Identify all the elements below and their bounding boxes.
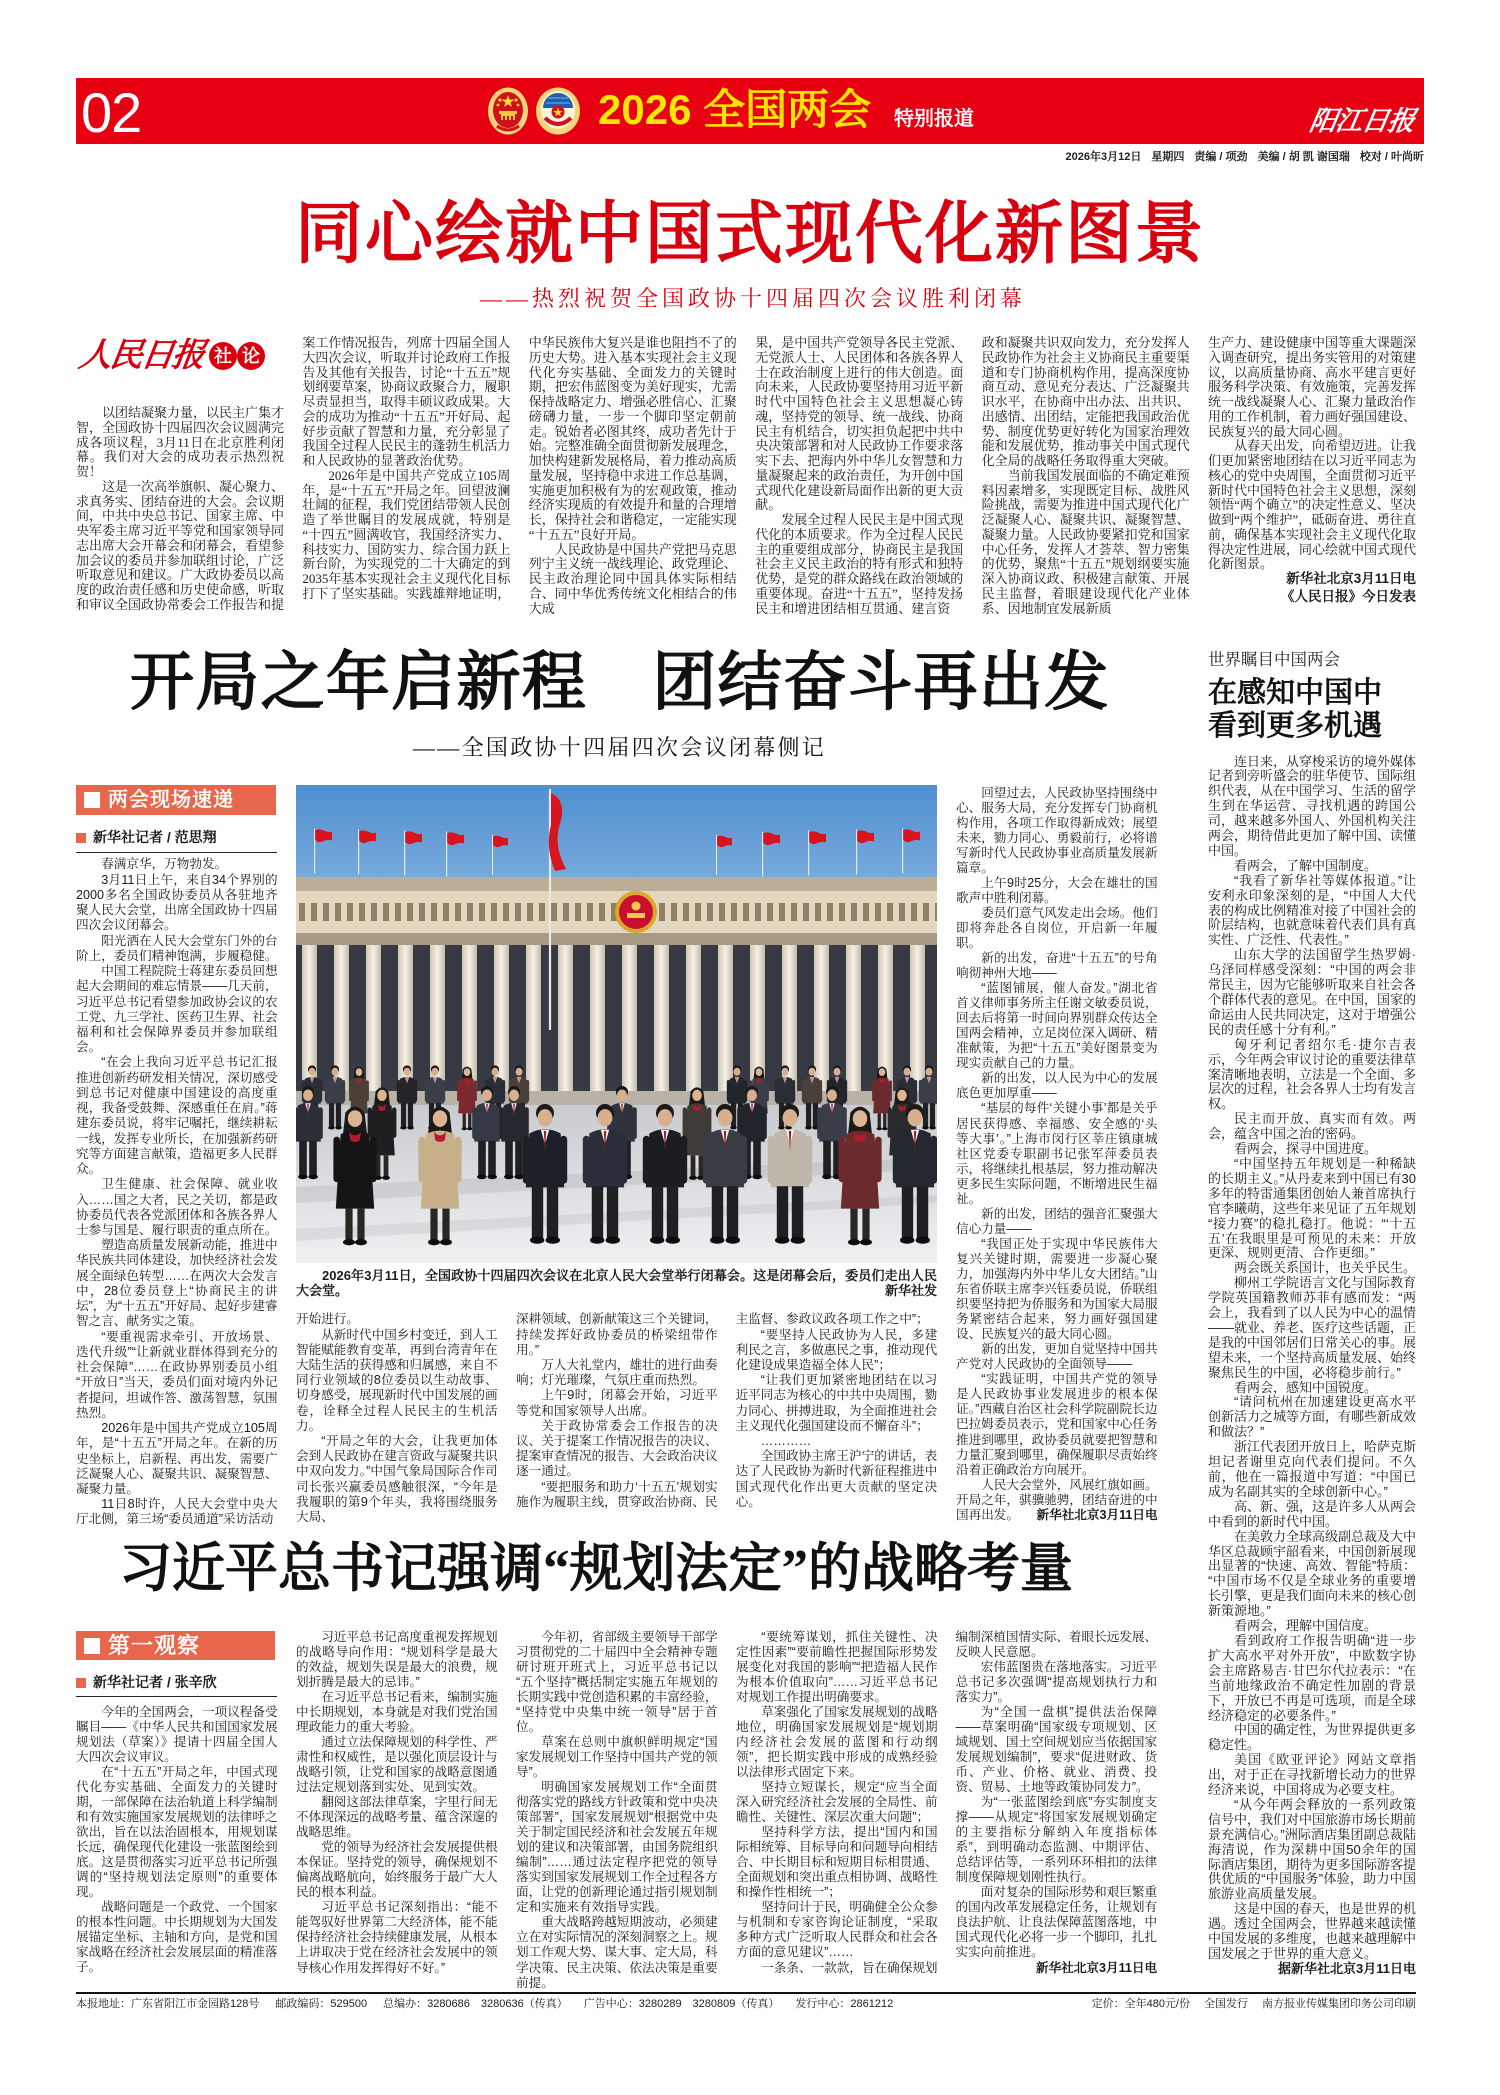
paragraph: “请问杭州在加速建设更高水平创新活力之城等方面，有哪些新成效和做法？” [1208,1394,1417,1440]
paragraph: 全国政协主席王沪宁的讲话，表达了人民政协为新时代新征程推进中国式现代化作出更大贡献的坚定决心。 [735,1449,938,1509]
paragraph: 在习近平总书记看来，编制实施中长期规划，本身就是对我们党治国理政能力的重大考验。 [296,1689,498,1734]
analysis-column-3 [516,1630,718,1991]
square-icon [84,1638,100,1654]
paragraph: 回望过去，人民政协坚持围绕中心、服务大局，充分发挥专门协商机构作用，各项工作取得新成效；展望未来，勠力同心、勇毅前行，必将谱写新时代人民政协事业高质量发展新篇章。 [956,785,1158,875]
paragraph: 2026年是中国共产党成立105周年，是“十五五”开局之年。在新的历史坐标上，启新程、再出发，需要广泛凝聚人心、凝聚共识、凝聚智慧、凝聚力量。 [76,1421,278,1496]
paragraph: 政和凝聚共识双向发力，充分发挥人民政协作为社会主义协商民主重要渠道和专门协商机构作用，提高深度协商互动、意见充分表达、广泛凝聚共识水平，在协商中出办法、出共识、出感情、出团结，定能把我国政治优势、制度优势更好转化为国家治理效能和发展优势，推动事关中国式现代化全局的战略任务取得重大突破。 [981,335,1190,468]
paragraph-list [516,1630,718,1991]
feature-column-2 [296,1312,498,1525]
closing-session-photo [296,785,937,1263]
footer-printer: 南方报业传媒集团印务公司印刷 [1262,1998,1416,2010]
paragraph: 这是一次高举旗帜、凝心聚力、求真务实、团结奋进的大会。会议期间，中共中央总书记、国家主席、中央军委主席习近平等党和国家领导同志出席大会开幕会和闭幕会，看望参加会议的委员并参加联组讨论，广泛听取意见和建议。广大政协委员以高度的政治责任感和历史使命感，听取和审议全国政协常委会工作报告和提 [76,478,285,612]
editorial-column-2 [302,336,510,602]
sidebar-headline-line: 看到更多机遇 [1208,710,1383,742]
issue-weekday: 星期四 [1151,151,1185,163]
paragraph: 万人大礼堂内，雄壮的进行曲奏响；灯光璀璨，气氛庄重而热烈。 [516,1358,718,1388]
newspaper-logo: 阳江日报 [1307,106,1417,136]
paragraph: 为“全国一盘棋”提供法治保障——草案明确“国家级专项规划、区域规划、国土空间规划应当依据国家发展规划编制”，要求“促进财政、货币、产业、价格、就业、消费、投资、贸易、土地等政策协同发力”。 [955,1704,1158,1794]
paragraph: 浙江代表团开放日上，哈萨克斯坦记者谢里克向代表们提问。不久前，他在一篇报道中写道：“中国已成为名副其实的全球创新中心。” [1208,1439,1417,1499]
paragraph: “在会上我向习近平总书记汇报推进创新药研发相关情况，深切感受到总书记对健康中国建设的高度重视，我备受鼓舞、深感重任在肩。”蒋建东委员说，将牢记嘱托，继续耕耘一线，发挥专业所长，在加强新药研究等方面建言献策，造福更多人民群众。 [76,1055,278,1177]
byline-divider [76,852,277,853]
paragraph: “中国坚持五年规划是一种稀缺的长期主义。”从丹麦来到中国已有30多年的特雷通集团创始人兼首席执行官李曦萌，这些年来见证了五年规划“接力赛”的稳扎稳打。他说：“‘十五五’在我眼里是可预见的未来：开放更深、规则更清、合作更细。” [1208,1155,1417,1261]
lead-headline: 同心绘就中国式现代化新图景 [294,196,1205,272]
paragraph: 看到政府工作报告明确“进一步扩大高水平对外开放”，中欧数字协会主席路易吉·甘巴尔代拉表示：“在当前地缘政治不确定性加剧的背景下，开放已不再是可选项，而是全球经济稳定的必要条件。” [1208,1632,1417,1723]
paragraph: 重大战略跨越短期波动，必须建立在对实际情况的深刻洞察之上。规划工作观大势、谋大事、定大局，科学决策、民主决策、依法决策是重要前提。 [516,1915,718,1990]
analysis-headline: 习近平总书记强调“规划法定”的战略考量 [119,1540,1073,1598]
national-emblem-icon [486,86,530,136]
special-coverage-title: 2026 全国两会 [598,86,872,133]
byline-divider [76,1696,277,1697]
footer-ad-center: 广告中心：3280289 3280809（传真） [583,1998,780,2010]
paragraph: 看两会，探寻中国进度。 [1234,1141,1378,1157]
paragraph-list [1208,336,1416,572]
paragraph: 看两会，理解中国信度。 [1234,1618,1378,1634]
feature-column-4 [736,1312,938,1510]
paragraph-list [76,406,284,613]
paragraph: 民主而开放、真实而有效。两会，蕴含中国之治的密码。 [1208,1111,1416,1142]
paragraph: 宏伟蓝图贵在落地落实。习近平总书记多次强调“提高规划执行力和落实力”。 [955,1659,1158,1704]
cppcc-emblem-icon [534,86,582,136]
paragraph: 新的出发，团结的强音汇聚强大信心力量—— [956,1206,1158,1236]
analysis-column-2 [296,1630,498,1976]
footer-editorial-office: 总编办：3280686 3280636（传真） [383,1998,568,2010]
paragraph: 中国工程院院士蒋建东委员回想起大会期间的难忘情景——几天前，习近平总书记看望参加政协会议的农工党、九三学社、医药卫生界、社会福利和社会保障界委员并参加联组会。 [76,964,278,1055]
paragraph-list [76,857,278,1527]
footer-contact-info [76,1997,909,2011]
paragraph: 看两会，了解中国制度。 [1234,857,1378,873]
paragraph: 习近平总书记高度重视发挥规划的战略导向作用：“规划科学是最大的效益，规划失误是最大的浪费，规划折腾是最大的忌讳。” [296,1629,498,1689]
paragraph: 2026年是中国共产党成立105周年，是“十五五”开局之年。回望波澜壮阔的征程，我们党团结带领人民创造了举世瞩目的发展成就，特别是“十四五”圆满收官，我国经济实力、科技实力、国防实力、综合国力跃上新台阶，为实现党的二十大确定的到2035年基本实现社会主义现代化目标打下了坚实基础。实践雄辩地证明， [302,467,511,601]
paragraph: 美国《欧亚评论》网站文章指出，对于正在寻找新增长动力的世界经济来说，中国将成为必要支柱。 [1208,1752,1417,1798]
paragraph: 阳光洒在人民大会堂东门外的台阶上，委员们精神饱满，步履稳健。 [76,933,278,963]
paragraph: 开始进行。 [296,1312,359,1327]
paragraph: “从今年两会释放的一系列政策信号中，我们对中国旅游市场长期前景充满信心。”洲际酒店集团副总裁陆海清说，作为深耕中国50余年的国际酒店集团，期待为更多国际游客提供优质的“中国服务”体验，助力中国旅游业高质量发展。 [1208,1796,1417,1902]
analysis-dateline: 新华社北京3月11日电 [1036,1960,1158,1975]
paragraph: 春满京华，万物勃发。 [101,857,228,872]
paragraph: 为“一张蓝图绘到底”夯实制度支撑——从规定“将国家发展规划确定的主要指标分解纳入年度指标体系”，到明确动态监测、中期评估、总结评估等，一系列环环相扣的法律制度保障规划刚性执行。 [955,1795,1158,1885]
paragraph: “我看了新华社等媒体报道。”让安利永印象深刻的是，“中国人大代表的构成比例精准对接了中国社会的阶层结构，也就意味着代表们具有真实性、广泛性、代表性。” [1208,872,1417,948]
footer-divider [76,1992,1416,1994]
paragraph: 连日来，从穿梭采访的境外媒体记者到旁听盛会的驻华使节、国际组织代表，从在中国学习、生活的留学生到在华运营、寻找机遇的跨国公司，越来越多外国人、外国机构关注两会，期待借此更加了解中国、读懂中国。 [1208,753,1417,858]
feature-subheadline: ——全国政协十四届四次会议闭幕侧记 [413,734,827,760]
paragraph: “蓝图铺展，催人奋发。”湖北省首义律师事务所主任谢文敏委员说，回去后将第一时间向界别群众传达全国两会精神，立足岗位深入调研、精准献策，为把“十五五”美好图景变为现实贡献自己的力量。 [956,981,1158,1071]
page-number: 02 [81,81,142,144]
paragraph: 高、新、强，这是许多人从两会中看到的新时代中国。 [1208,1498,1417,1529]
paragraph: 坚持科学方法，提出“国内和国际相统筹、目标导向和问题导向相结合、中长期目标和短期目标相贯通、全面规划和突出重点相协调、战略性和操作性相统一”； [736,1825,938,1900]
paragraph: 上午9时25分，大会在雄壮的国歌声中胜利闭幕。 [956,875,1158,905]
editorial-column-1 [76,406,284,613]
paragraph: 通过立法保障规划的科学性、严肃性和权威性，是以强化顶层设计与战略引领，让党和国家的战略意图通过法定规划落到实处、见到实效。 [296,1734,498,1794]
byline-text: 新华社记者 / 张辛欣 [93,1674,217,1690]
paragraph-list [956,1630,1158,1961]
paragraph: 柳州工学院语言文化与国际教育学院英国籍教师苏菲有感而发：“两会上，我看到了以人民为中心的温情——就业、养老、医疗这些话题，正是我的中国邻居们日常关心的事。展望未来，一个坚持高质量发展、始终聚焦民生的中国，必将稳步前行。” [1208,1275,1417,1380]
feature-column-5 [956,786,1158,1523]
feature-dateline: 新华社北京3月11日电 [1036,1507,1158,1522]
paragraph: 编制深植国情实际、着眼长远发展、反映人民意愿。 [955,1629,1158,1659]
paragraph: “基层的每件‘关键小事’都是关乎居民获得感、幸福感、安全感的‘头等大事’。”上海市闵行区莘庄镇康城社区党委专职副书记张军萍委员表示，将继续扎根基层，努力推动解决更多民生实际问题，不断增进民生福祉。 [956,1101,1158,1206]
editorial-column-5 [982,336,1190,616]
paragraph: 草案强化了国家发展规划的战略地位，明确国家发展规划是“规划期内经济社会发展的蓝图和行动纲领”，把长期实践中形成的成熟经验以法律形式固定下来。 [736,1704,938,1779]
paragraph-list [516,1312,718,1510]
paragraph-list [982,336,1190,616]
paragraph: 深耕领域、创新献策这三个关键词，持续发挥好政协委员的桥梁纽带作用。” [516,1312,718,1357]
paragraph: 发展全过程人民民主是中国式现代化的本质要求。作为全过程人民民主的重要组成部分，协商民主是我国社会主义民主政治的特有形式和独特优势，是党的群众路线在政治领域的重要体现。奋进“十五五”，坚持发扬民主和增进团结相互贯通、建言资 [755,512,964,616]
paragraph: “实践证明，中国共产党的领导是人民政协事业发展进步的根本保证。”西藏自治区社会科学院副院长边巴拉姆委员表示，党和国家中心任务推进到哪里，政协委员就要把智慧和力量汇聚到哪里，确保履职尽责始终沿着正确政治方向展开。 [956,1372,1158,1477]
paragraph: 中国的确定性，为世界提供更多稳定性。 [1208,1722,1417,1753]
paragraph: “要坚持人民政协为人民，多建利民之言，多做惠民之事，推动现代化建设成果造福全体人民”； [735,1327,938,1372]
editorial-badge-char: 论 [237,342,265,370]
paragraph: 上午9时，闭幕会开始，习近平等党和国家领导人出席。 [516,1388,718,1418]
sidebar-kicker: 世界瞩目中国两会 [1208,651,1340,669]
analysis-byline [76,1673,217,1691]
paragraph: 案工作情况报告，列席十四届全国人大四次会议，听取并讨论政府工作报告及其他有关报告，讨论“十五五”规划纲要草案，协商议政聚合力，履职尽责显担当，取得丰硕议政成果。大会的成功为推动“十五五”开好局、起好步贡献了智慧和力量，充分彰显了我国全过程人民民主的蓬勃生机活力和人民政协的显著政治优势。 [302,335,511,468]
paragraph: 习近平总书记深刻指出：“能不能驾驭好世界第二大经济体，能不能保持经济社会持续健康发展，从根本上讲取决于党在经济社会发展中的领导核心作用发挥得好不好。” [296,1900,498,1975]
byline-text: 新华社记者 / 范思翔 [93,829,217,845]
paragraph: 果，是中国共产党领导各民主党派、无党派人士、人民团体和各族各界人士在政治制度上进行的伟大创造。面向未来，人民政协要坚持用习近平新时代中国特色社会主义思想凝心铸魂，坚持党的领导、统一战线、协商民主有机结合，切实担负起把中共中央决策部署和对人民政协工作要求落实下去、把海内外中华儿女智慧和力量凝聚起来的政治责任，为开创中国式现代化建设新局面作出新的更大贡献。 [755,335,964,513]
paragraph: 坚持问计于民，明确健全公众参与机制和专家咨询论证制度，“采取多种方式广泛听取人民群众和社会各方面的意见建议”…… [736,1900,938,1960]
footer-price: 定价：全年480元/份 [1091,1998,1190,2010]
paragraph: 关于政协常委会工作报告的决议、关于提案工作情况报告的决议、提案审查情况的报告、大会政治决议逐一通过。 [516,1418,718,1479]
special-report-tag: 特别报道 [894,108,974,130]
paragraph: 中华民族伟大复兴是谁也阻挡不了的历史大势。进入基本实现社会主义现代化夯实基础、全面发力的关键时期，把宏伟蓝图变为美好现实，尤需保持战略定力、增强必胜信心、汇聚磅礴力量，一步一个脚印坚定朝前走。锐始者必图其终，成功者先计于始。完整准确全面贯彻新发展理念，加快构建新发展格局，着力推动高质量发展，坚持稳中求进工作总基调，实施更加积极有为的宏观政策，推动经济实现质的有效提升和量的合理增长，保持社会和谐稳定，一定能实现“十五五”良好开局。 [528,335,737,542]
paragraph: 一条条、一款款，旨在确保规划 [761,1960,938,1975]
paragraph: 生产力、建设健康中国等重大课题深入调查研究，提出务实管用的对策建议，以高质量协商、高水平建言更好服务科学决策、有效施策，完善发挥统一战线凝聚人心、汇聚力量政治作用的工作机制，着力画好强国建设、民族复兴的最大同心圆。 [1208,335,1417,439]
paragraph: 匈牙利记者绍尔毛·捷尔吉表示，今年两会审议讨论的重要法律草案清晰地表明，立法是一个全面、多层次的过程，社会各界人士均有发言权。 [1208,1036,1417,1112]
paragraph: 坚持立短谋长，规定“应当全面深入研究经济社会发展的全局性、前瞻性、关键性、深层次重大问题”； [736,1779,938,1825]
paragraph: 山东大学的法国留学生热罗姆·乌泽同样感受深刻：“中国的两会非常民主，因为它能够听取来自社会各个群体代表的意见。在中国，国家的命运由人民共同决定，这对于增强公民的责任感十分有利。” [1208,947,1417,1037]
paragraph: 委员们意气风发走出会场。他们即将奔赴各自岗位，开启新一年履职。 [956,905,1158,950]
paragraph: 看两会，感知中国锐度。 [1234,1379,1378,1395]
paragraph: 人民政协是中国共产党把马克思列宁主义统一战线理论、政党理论、民主政治理论同中国具体实际相结合、同中华优秀传统文化相结合的伟大成 [528,541,737,616]
paragraph: 新的出发，更加自觉坚持中国共产党对人民政协的全面领导—— [956,1342,1158,1372]
section-label-onsite [76,785,276,815]
paragraph: “我国正处于实现中华民族伟大复兴关键时期，需要进一步凝心聚力，加强海内外中华儿女大团结。”山东省侨联主席李兴钰委员说，侨联组织要坚持把为侨服务和为国家大局服务紧密结合起来，努力画好强国建设、民族复兴的最大同心圆。 [956,1236,1158,1342]
analysis-column-4 [736,1630,938,1976]
feature-byline [76,828,217,846]
sidebar-headline-line: 在感知中国中 [1208,677,1383,709]
paragraph: “要统筹谋划，抓住关键性、决定性因素”“要前瞻性把握国际形势发展变化对我国的影响”“把造福人民作为根本价值取向”……习近平总书记对规划工作提出明确要求。 [736,1629,938,1704]
analysis-column-1 [76,1705,278,1976]
feature-headline: 开局之年启新程 团结奋斗再出发 [130,647,1110,718]
footer-distribution: 全国发行 [1204,1998,1248,2010]
paragraph: 卫生健康、社会保障、就业收入……国之大者，民之关切，都是政协委员代表各党派团体和各族各界人士参与国是、履行职责的重点所在。 [76,1177,278,1238]
section-label-text: 第一观察 [108,1633,201,1658]
paragraph: 从新时代中国乡村变迁，到人工智能赋能教育变革，再到台湾青年在大陆生活的获得感和归属感，来自不同行业领域的8位委员以生动故事、切身感受，展现新时代中国发展的画卷，诠释全过程人民民主的生机活力。 [296,1327,498,1433]
paragraph: 以团结凝聚力量，以民主广集才智，全国政协十四届四次会议圆满完成各项议程，3月11日在北京胜利闭幕。我们对大会的成功表示热烈祝贺！ [76,405,285,479]
paragraph: 当前我国发展面临的不确定难预料因素增多，实现既定目标、战胜风险挑战，需要为推进中国式现代化广泛凝聚人心、凝聚共识、凝聚智慧、凝聚力量。人民政协要紧扣党和国家中心任务，发挥人才荟萃、智力密集的优势，聚焦“十五五”规划纲要实施深入协商议政、积极建言献策、开展民主监督，着眼建设现代化产业体系、因地制宜发展新质 [981,467,1190,616]
paragraph-list [1208,755,1416,1962]
paragraph: 新的出发，以人民为中心的发展底色更加厚重—— [956,1071,1158,1101]
paragraph: 今年初，省部级主要领导干部学习贯彻党的二十届四中全会精神专题研讨班开班式上，习近平总书记以“五个坚持”概括制定实施五年规划的长期实践中党创造积累的丰富经验，“坚持党中央集中统一领导”居于首位。 [516,1629,718,1734]
paragraph: 人民大会堂外，风展红旗如画。开局之年，骐骥驰骋，团结奋进的中国再出发。 [956,1477,1158,1522]
paragraph-list [736,1312,938,1510]
editorial-badge-char: 社 [209,342,237,370]
footer-address: 本报地址：广东省阳江市金园路128号 [76,1998,260,2010]
paragraph: 从春天出发，向希望迈进。让我们更加紧密地团结在以习近平同志为核心的党中央周围，全面贯彻习近平新时代中国特色社会主义思想，深刻领悟“两个确立”的决定性意义、坚决做到“两个维护”，砥砺奋进、勇往直前，确保基本实现社会主义现代化取得决定性进展，同心绘就中国式现代化新图景。 [1208,438,1417,572]
photo-caption: 2026年3月11日，全国政协十四届四次会议在北京人民大会堂举行闭幕会。这是闭幕会后，委员们走出人民大会堂。 [296,1268,937,1298]
paragraph-list [755,336,963,616]
paragraph: ………… [760,1434,812,1449]
issue-date: 2026年3月12日 [1065,151,1142,163]
paragraph: 草案在总则中旗帜鲜明规定“国家发展规划工作坚持中国共产党的领导”。 [516,1734,718,1779]
paragraph: 面对复杂的国际形势和艰巨繁重的国内改革发展稳定任务，让规划有良法护航、让良法保障蓝图落地，中国式现代化必将一步一个脚印，扎扎实实向前推进。 [955,1885,1158,1960]
paragraph: 党的领导为经济社会发展提供根本保证。坚持党的领导，确保规划不偏离战略航向，始终服务于最广大人民的根本利益。 [296,1840,498,1900]
paragraph: “开局之年的大会，让我更加体会到人民政协在建言资政与凝聚共识中双向发力。”中国气象局国际合作司司长张兴赢委员感触很深，“今年是我履职的第9个年头，我将围绕服务大局、 [296,1434,498,1525]
feature-column-1 [76,857,278,1527]
photo-credit: 新华社发 [884,1283,937,1298]
paragraph-list [296,1312,498,1525]
analysis-column-5 [956,1630,1158,1976]
square-bullet-icon [76,1678,86,1688]
editorial-column-6 [1208,336,1416,606]
editorial-column-4 [755,336,963,616]
paragraph-list [529,336,737,616]
paragraph-list [76,1705,278,1976]
peoples-daily-logo: 人民日报 [76,338,206,374]
paragraph: 翻阅这部法律草案，字里行间无不体现深远的战略考量、蕴含深邃的战略思维。 [296,1795,498,1840]
lead-subheadline: ——热烈祝贺全国政协十四届四次会议胜利闭幕 [479,286,1026,311]
editorial-source: 《人民日报》今日发表 [1281,589,1416,604]
paragraph: “要把服务和助力‘十五五’规划实施作为履职主线，贯穿政治协商、民 [516,1479,718,1509]
paragraph-list [302,336,510,602]
paragraph: 在美敦力全球高级副总裁及大中华区总裁顾宇韶看来，中国创新展现出显著的“快速、高效、智能”特质：“中国市场不仅是全球业务的重要增长引擎，更是我们面向未来的核心创新策源地。” [1208,1528,1417,1619]
masthead-band [76,78,1424,144]
sidebar-body [1208,755,1416,1977]
editorial-column-3 [529,336,737,616]
square-icon [84,792,100,808]
footer-postcode: 邮政编码：529500 [275,1998,368,2010]
paragraph: 明确国家发展规划工作“全面贯彻落实党的路线方针政策和党中央决策部署”，国家发展规划“根据党中央关于制定国民经济和社会发展五年规划的建议和决策部署，由国务院组织编制”……通过法定程序把党的领导落实到国家发展规划工作全过程各方面，让党的创新理论通过指引规划制定和实施来有效指导实践。 [516,1779,718,1915]
proofreader-credit: 校对 / 叶尚昕 [1359,151,1424,163]
square-bullet-icon [76,833,86,843]
paragraph: 11日8时许，人民大会堂中央大厅北侧，第三场“委员通道”采访活动 [76,1497,278,1527]
editorial-dateline: 新华社北京3月11日电 [1286,571,1416,586]
paragraph: 3月11日上午，来自34个界别的2000多名全国政协委员从各驻地齐聚人民大会堂，出席全国政协十四届四次会议闭幕会。 [76,872,278,933]
paragraph: 主监督、参政议政各项工作之中”； [735,1312,929,1327]
paragraph-list [736,1630,938,1976]
paragraph: “要重视需求牵引、开放场景、迭代升级”“让新就业群体得到充分的社会保障”……在政协界别委员小组“开放日”当天，委员们面对境内外记者提问，坦诚作答、激荡智慧，氛围热烈。 [76,1329,278,1420]
paragraph: 这是中国的春天，也是世界的机遇。透过全国两会，世界越来越读懂中国发展的多维度，也越来越理解中国发展之于世界的重大意义。 [1208,1901,1417,1961]
paragraph-list [956,786,1158,1523]
paragraph: 塑造高质量发展新动能，推进中华民族共同体建设，加快经济社会发展全面绿色转型……在两次大会发言中，28位委员登上“协商民主的讲坛”，为“十五五”开好局、起好步建睿智之言、献务实之策。 [76,1238,278,1329]
paragraph-list [296,1630,498,1976]
footer-distribution-center: 发行中心：2861212 [795,1998,894,2010]
paragraph: 新的出发，奋进“十五五”的号角响彻神州大地—— [956,951,1158,981]
designer-credit: 美编 / 胡 凯 谢国瑞 [1257,151,1350,163]
dateline [1056,150,1424,164]
section-label-text: 两会现场速递 [108,789,234,811]
sidebar-dateline: 据新华社北京3月11日电 [1278,1960,1416,1976]
peoples-daily-editorial-logo [76,334,265,378]
feature-column-3 [516,1312,718,1510]
editor-credit: 责编 / 项劲 [1194,151,1248,163]
paragraph: 战略问题是一个政党、一个国家的根本性问题。中长期规划为大国发展锚定坐标、主轴和方向，是党和国家战略在经济社会发展层面的精准落子。 [76,1900,278,1975]
footer-publishing-info [1078,1997,1416,2011]
paragraph: 在“十五五”开局之年，中国式现代化夯实基础、全面发力的关键时期，一部保障在法治轨道上科学编制和有效实施国家发展规划的法律呼之欲出，旨在以法治固根本，用规划谋长远，确保现代化建设一张蓝图绘到底。这是贯彻落实习近平总书记所强调的“坚持规划法定原则”的重要体现。 [76,1764,278,1900]
paragraph: 今年的全国两会，一项议程备受瞩目——《中华人民共和国国家发展规划法（草案）》提请十四届全国人大四次会议审议。 [76,1704,278,1764]
section-label-first-observation [76,1631,275,1660]
paragraph: “让我们更加紧密地团结在以习近平同志为核心的中共中央周围，勠力同心、拼搏进取，为全面推进社会主义现代化强国建设而不懈奋斗”； [735,1373,938,1433]
sidebar-headline [1208,677,1382,743]
paragraph: 两会既关系国计，也关乎民生。 [1234,1260,1417,1276]
